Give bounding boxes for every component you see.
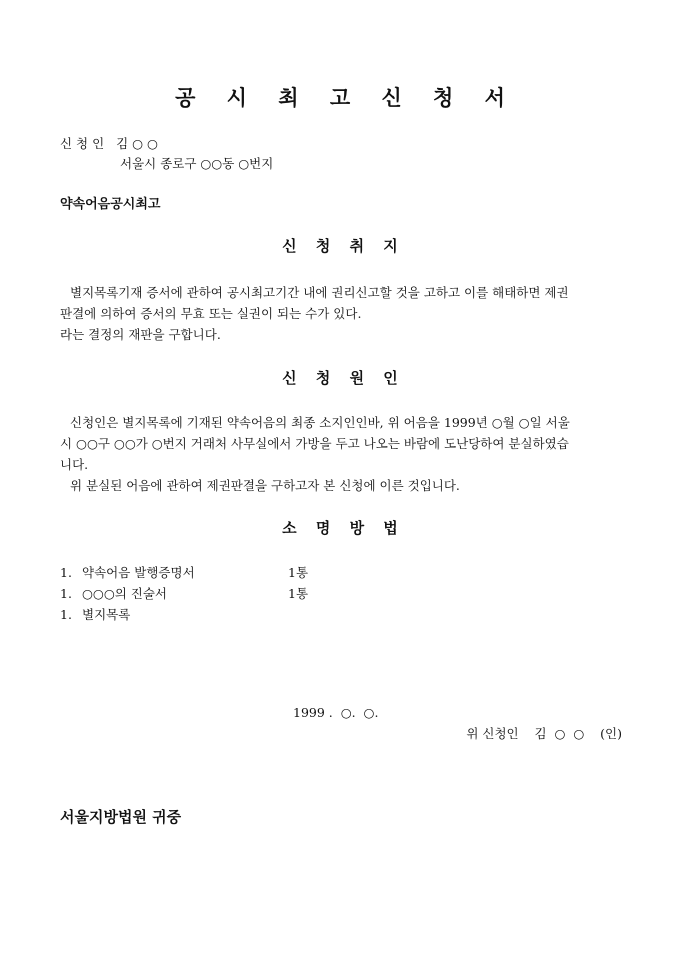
- cause-line-3: 니다.: [60, 457, 89, 472]
- evidence-item: [60, 563, 308, 581]
- applicant-signature: 위 신청인 김 ○ ○ (인): [466, 726, 622, 741]
- cause-paragraph-2: 위 분실된 어음에 관하여 제권판결을 구하고자 본 신청에 이른 것입니다.: [70, 478, 460, 493]
- purpose-heading: 신 청 취 지: [282, 237, 405, 255]
- court-addressee: 서울지방법원 귀중: [60, 808, 182, 826]
- evidence-item: [60, 605, 288, 623]
- evidence-item-number: 1.: [60, 607, 72, 622]
- applicant-line: [60, 134, 158, 152]
- evidence-item: [60, 584, 308, 602]
- applicant-label: 신 청 인: [60, 136, 105, 151]
- applicant-address: 서울시 종로구 ○○동 ○번지: [120, 156, 274, 171]
- purpose-line-2: 판결에 의하여 증서의 무효 또는 실권이 되는 수가 있다.: [60, 306, 362, 321]
- case-name: 약속어음공시최고: [60, 197, 161, 212]
- document-title: 공 시 최 고 신 청 서: [175, 85, 517, 110]
- evidence-item-count: 1통: [288, 565, 309, 580]
- evidence-heading: 소 명 방 법: [282, 519, 405, 537]
- cause-line-1: 신청인은 별지목록에 기재된 약속어음의 최종 소지인인바, 위 어음을 1999년 ○월 ○일 서울: [70, 415, 570, 430]
- cause-heading: 신 청 원 인: [282, 369, 405, 387]
- purpose-line-1: 별지목록기재 증서에 관하여 공시최고기간 내에 권리신고할 것을 고하고 이를 해태하면 제권: [70, 285, 569, 300]
- evidence-item-name: ○○○의 진술서: [82, 586, 167, 601]
- applicant-name: 김 ○ ○: [116, 136, 158, 151]
- cause-line-2: 시 ○○구 ○○가 ○번지 거래처 사무실에서 가방을 두고 나오는 바람에 도난당하여 분실하였습: [60, 436, 569, 451]
- application-date: 1999 . ○. ○.: [293, 705, 379, 720]
- evidence-item-name: 별지목록: [82, 607, 131, 622]
- evidence-item-count: 1통: [288, 586, 309, 601]
- evidence-item-number: 1.: [60, 565, 72, 580]
- purpose-line-3: 라는 결정의 재판을 구합니다.: [60, 327, 221, 342]
- evidence-item-number: 1.: [60, 586, 72, 601]
- evidence-item-name: 약속어음 발행증명서: [82, 565, 195, 580]
